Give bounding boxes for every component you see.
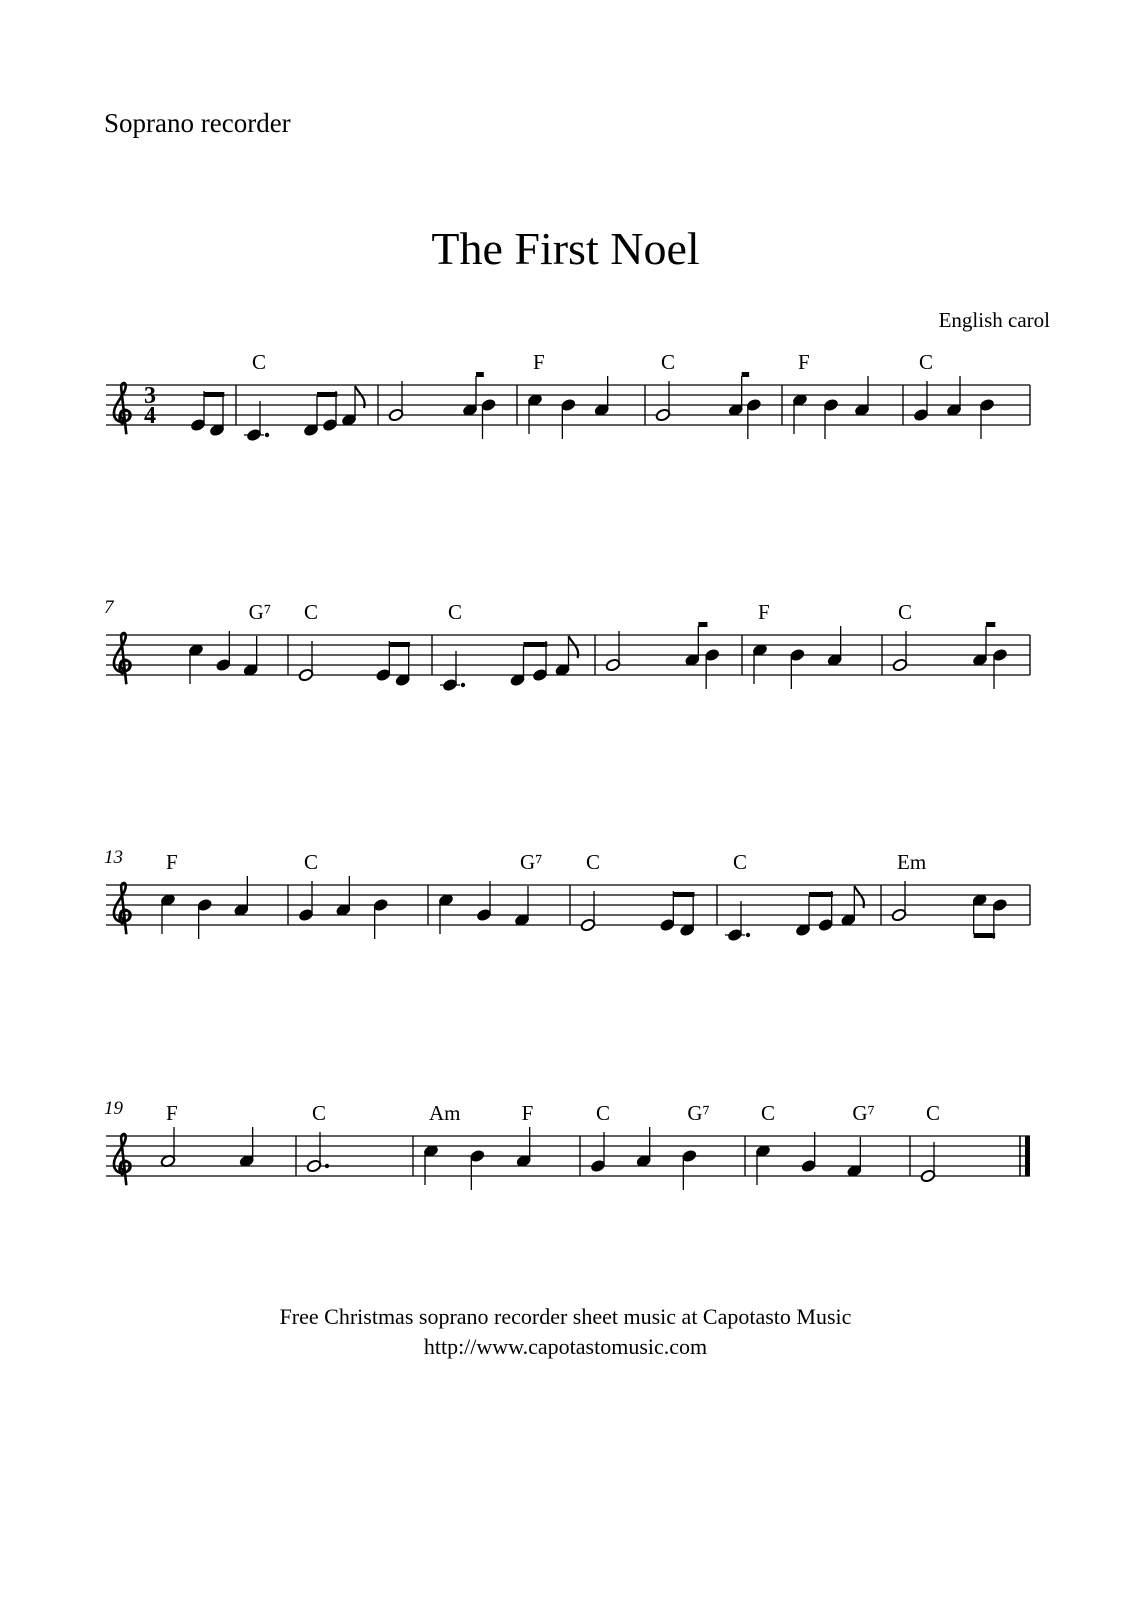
note (516, 1127, 532, 1168)
note (306, 1132, 329, 1173)
chord-symbol: C (448, 600, 463, 624)
note (244, 401, 269, 442)
composer-label: English carol (938, 308, 1050, 332)
note (655, 381, 671, 422)
instrument-label: Soprano recorder (104, 108, 291, 138)
note (476, 881, 492, 922)
note (590, 1132, 606, 1173)
note (481, 398, 497, 439)
note (440, 651, 465, 692)
treble-clef-icon (114, 383, 131, 434)
note (388, 381, 404, 422)
chord-symbol: C (919, 350, 934, 374)
staff-system (104, 847, 1030, 942)
note (373, 898, 389, 939)
beam (476, 372, 484, 377)
chord-symbol: F (798, 350, 810, 374)
note (789, 648, 805, 689)
footer (0, 1302, 1131, 1362)
note (160, 893, 176, 934)
dot (325, 1164, 329, 1168)
final-barline (1025, 1136, 1030, 1176)
time-signature-top: 3 (144, 383, 156, 409)
chord-symbol: C (304, 600, 319, 624)
note (375, 641, 391, 682)
measure-number: 13 (104, 847, 123, 868)
chord-symbol: G⁷ (687, 1101, 710, 1125)
chord-symbol: C (761, 1101, 776, 1125)
note (527, 393, 543, 434)
note (605, 631, 621, 672)
note (298, 881, 314, 922)
chord-symbol: C (661, 350, 676, 374)
note (659, 891, 675, 932)
chord-symbol: C (926, 1101, 941, 1125)
note (681, 1149, 697, 1190)
beam (809, 892, 833, 897)
note (322, 391, 338, 432)
beam (974, 933, 995, 938)
beam (524, 642, 548, 647)
treble-clef-icon (114, 883, 131, 934)
chord-symbol: F (166, 1101, 178, 1125)
chord-symbol: C (733, 850, 748, 874)
note (209, 396, 225, 437)
beam (389, 642, 410, 647)
chord-symbol: C (586, 850, 601, 874)
chord-symbol: F (521, 1101, 534, 1125)
note (854, 376, 870, 417)
note (160, 1127, 176, 1168)
note (580, 891, 596, 932)
measure-number: 19 (104, 1098, 123, 1119)
note (303, 396, 319, 437)
note (818, 891, 834, 932)
note (755, 1144, 771, 1185)
footer-text: Free Christmas soprano recorder sheet music at Capotasto Music (279, 1304, 852, 1329)
note (636, 1127, 652, 1168)
note (462, 376, 478, 417)
chord-symbol: G⁷ (852, 1101, 875, 1125)
footer-link[interactable]: http://www.capotastomusic.com (423, 1334, 708, 1359)
note (594, 376, 610, 417)
note (992, 898, 1008, 939)
note (341, 386, 357, 427)
note (972, 893, 988, 934)
note (190, 391, 206, 432)
chord-symbol: G⁷ (248, 600, 272, 624)
chord-symbol: Am (429, 1101, 461, 1125)
note (823, 398, 839, 439)
note (395, 646, 411, 687)
chord-symbol: C (252, 350, 267, 374)
chord-symbol: C (596, 1101, 611, 1125)
chord-symbol: F (758, 600, 770, 624)
staff-system (104, 597, 1030, 692)
beam (742, 372, 749, 377)
note (510, 646, 526, 687)
note (891, 881, 907, 922)
chord-symbol: G⁷ (520, 850, 543, 874)
dot (461, 683, 465, 687)
note (972, 626, 988, 667)
chord-symbol: F (533, 350, 545, 374)
treble-clef-icon (114, 633, 131, 684)
note (795, 896, 811, 937)
chord-symbol: C (304, 850, 319, 874)
note (840, 886, 856, 927)
note (560, 398, 576, 439)
note (197, 898, 213, 939)
note (188, 643, 204, 684)
page-title: The First Noel (431, 223, 700, 274)
dot (265, 433, 269, 437)
time-signature-bottom: 4 (144, 403, 156, 429)
staff-system (106, 350, 1030, 442)
note (946, 376, 962, 417)
note (792, 393, 808, 434)
note (514, 886, 530, 927)
note (423, 1144, 439, 1185)
note (298, 641, 314, 682)
staff-system (104, 1098, 1030, 1190)
note (725, 901, 750, 942)
note (979, 398, 995, 439)
note (243, 636, 259, 677)
chord-symbol: F (166, 850, 178, 874)
note (239, 1127, 255, 1168)
note (679, 896, 695, 937)
note (532, 641, 548, 682)
note (920, 1142, 936, 1183)
beam (698, 622, 707, 627)
note (704, 648, 720, 689)
beam (673, 892, 694, 897)
note (555, 636, 571, 677)
note (728, 376, 744, 417)
beam (204, 392, 224, 397)
note (469, 1149, 485, 1190)
note (827, 626, 843, 667)
beam (986, 622, 995, 627)
beam (317, 392, 337, 397)
note (801, 1132, 817, 1173)
note (335, 876, 351, 917)
note (684, 626, 700, 667)
dot (746, 933, 750, 937)
note (233, 876, 249, 917)
note (992, 648, 1008, 689)
note (752, 643, 768, 684)
note (913, 381, 929, 422)
note (438, 893, 454, 934)
measure-number: 7 (104, 597, 114, 618)
chord-symbol: C (898, 600, 913, 624)
note (746, 398, 762, 439)
note (215, 631, 231, 672)
chord-symbol: Em (897, 850, 927, 874)
note (892, 631, 908, 672)
chord-symbol: C (312, 1101, 327, 1125)
treble-clef-icon (114, 1134, 131, 1185)
note (846, 1137, 862, 1178)
